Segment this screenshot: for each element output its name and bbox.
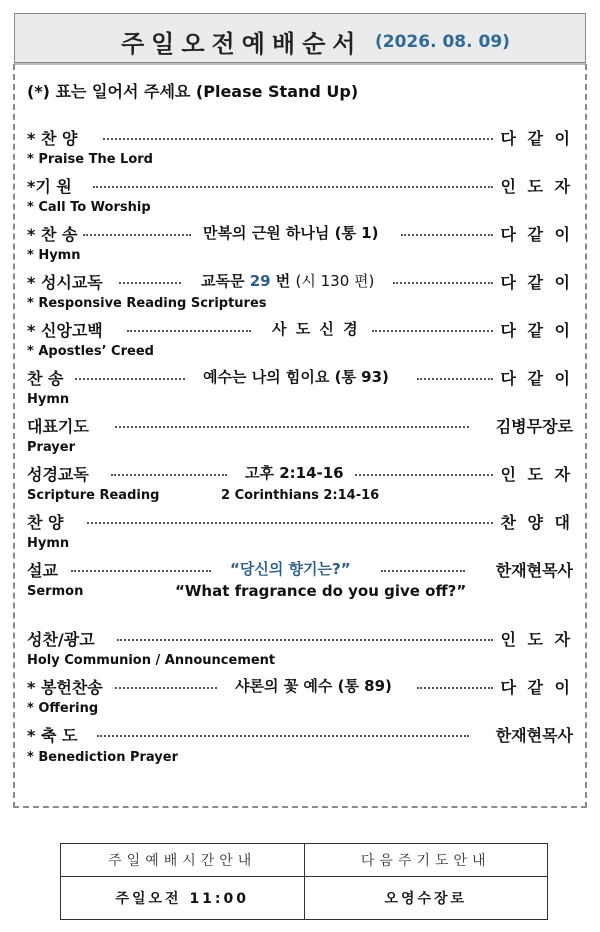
reading-number: 29 [249,272,271,290]
order-item-title: 성찬/광고 [27,630,95,649]
scripture-ref-english: 2 Corinthians 2:14-16 [221,488,380,503]
order-item-leader: 인 도 자 [500,177,573,196]
dot-leader [93,186,493,188]
dot-leader [83,234,191,236]
service-info-table [60,843,548,920]
order-item-english: * Apostles’ Creed [27,344,154,359]
dot-leader [417,378,493,380]
dot-leader [71,570,211,572]
order-item-praise [27,126,573,150]
sermon-title-english: “What fragrance do you give off?” [175,582,467,600]
order-item-leader: 인 도 자 [500,630,573,649]
dot-leader [115,426,469,428]
dot-leader [417,687,493,689]
order-item-call-to-worship [27,174,573,198]
order-item-choir-anthem [27,510,573,534]
order-item-title: 찬 송 [27,369,64,388]
dot-leader [87,522,493,524]
responsive-reading-ref: 교독문 29 번 (시 130 편) [201,272,375,290]
dot-leader [355,474,493,476]
order-item-leader: 찬 양 대 [500,513,573,532]
order-item-scripture-reading [27,462,573,486]
order-item-title: *기 원 [27,177,72,196]
dot-leader [119,282,181,284]
dot-leader [127,330,251,332]
order-item-english: Hymn [27,536,70,551]
dot-leader [401,234,493,236]
order-item-title: 대표기도 [27,417,89,436]
order-item-leader: 다 같 이 [500,273,573,292]
sermon-title: “당신의 향기는?” [230,560,351,578]
creed-name: 사 도 신 경 [272,320,360,338]
order-item-title: 설교 [27,561,58,580]
order-item-title: * 찬 송 [27,225,78,244]
bulletin-header [14,13,586,63]
hymn-title: 만복의 근원 하나님 (통 1) [203,224,379,242]
order-item-leader: 인 도 자 [500,465,573,484]
stand-up-notice: (*) 표는 일어서 주세요 (Please Stand Up) [27,82,359,101]
dot-leader [97,735,469,737]
order-item-english: Sermon [27,584,84,599]
order-item-english: Hymn [27,392,70,407]
dot-leader [75,378,185,380]
dot-leader [372,330,493,332]
order-item-prayer [27,414,573,438]
dot-leader [117,639,493,641]
order-item-title: * 신앙고백 [27,321,103,340]
hymn-title: 예수는 나의 힘이요 (통 93) [203,368,389,386]
dot-leader [115,687,217,689]
order-item-title: * 축 도 [27,726,78,745]
dot-leader [381,570,465,572]
prayer-guide-header: 다음주기도안내 [304,844,548,877]
order-item-english: Scripture Reading [27,488,160,503]
page-title: 주일오전예배순서 [121,30,363,58]
order-item-title: 성경교독 [27,465,89,484]
order-item-leader: 다 같 이 [500,225,573,244]
order-item-leader: 다 같 이 [500,321,573,340]
order-item-hymn-2 [27,366,573,390]
order-item-benediction [27,723,573,747]
order-item-english: Prayer [27,440,76,455]
order-item-leader: 한재현목사 [495,726,573,745]
order-item-leader: 다 같 이 [500,369,573,388]
order-item-english: * Hymn [27,248,81,263]
order-item-english: * Offering [27,701,99,716]
order-item-title: * 찬 양 [27,129,78,148]
dot-leader [103,138,493,140]
order-item-creed [27,318,573,342]
order-item-communion [27,627,573,651]
order-item-english: * Responsive Reading Scriptures [27,296,267,311]
dot-leader [111,474,227,476]
hymn-title: 샤론의 꽃 예수 (통 89) [235,677,392,695]
prayer-leader-value: 오영수장로 [304,877,548,920]
dot-leader [393,282,493,284]
order-item-hymn [27,222,573,246]
order-item-responsive-reading [27,270,573,294]
service-time-value: 주일오전 11:00 [61,877,305,920]
order-item-english: * Benediction Prayer [27,750,178,765]
order-item-title: 찬 양 [27,513,64,532]
order-item-english: * Praise The Lord [27,152,153,167]
order-item-leader: 다 같 이 [500,678,573,697]
order-item-english: * Call To Worship [27,200,151,215]
scripture-ref: 고후 2:14-16 [245,464,344,482]
order-item-leader: 다 같 이 [500,129,573,148]
service-time-header: 주일예배시간안내 [61,844,305,877]
service-date: (2026. 08. 09) [375,32,510,52]
order-item-sermon [27,558,573,582]
order-item-title: * 봉헌찬송 [27,678,103,697]
order-item-title: * 성시교독 [27,273,103,292]
order-item-offering [27,675,573,699]
order-item-leader: 한재현목사 [495,561,573,580]
order-item-english: Holy Communion / Announcement [27,653,276,668]
order-item-leader: 김병무장로 [495,417,573,436]
